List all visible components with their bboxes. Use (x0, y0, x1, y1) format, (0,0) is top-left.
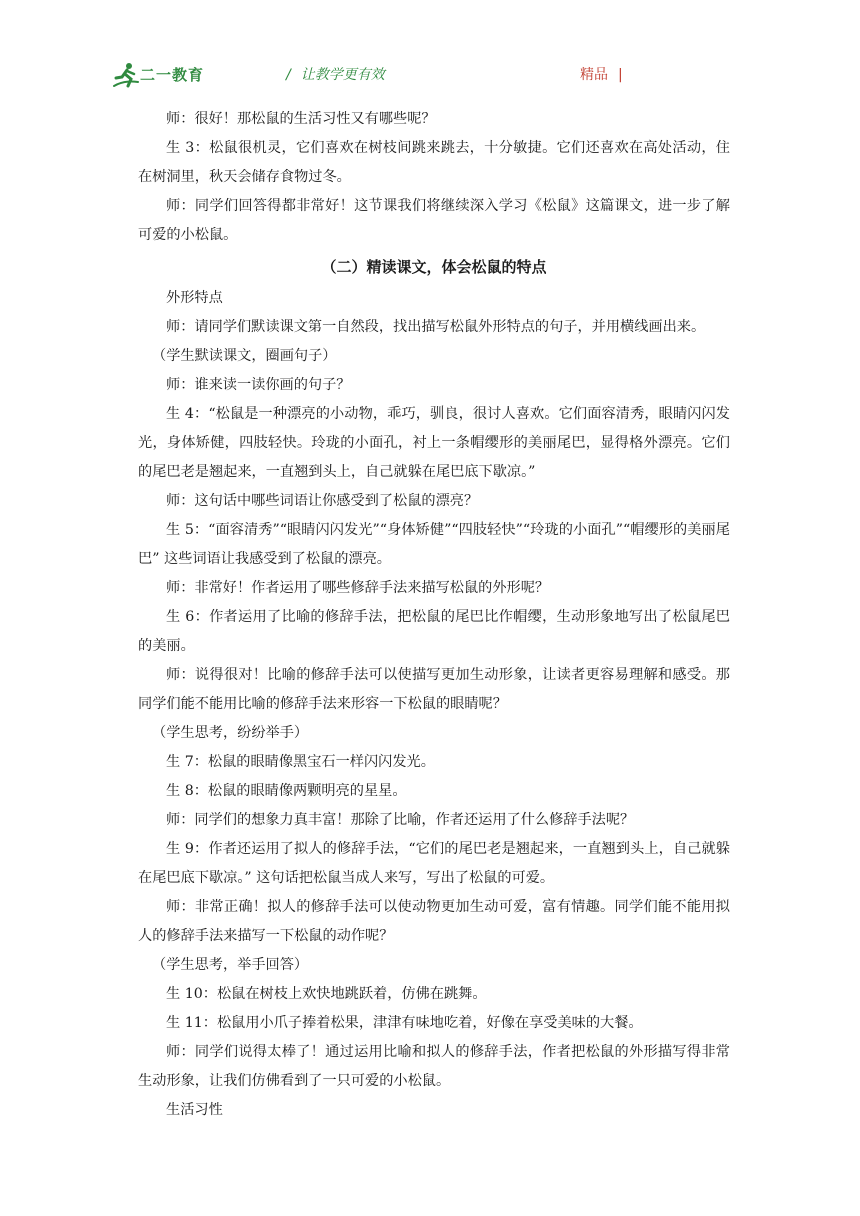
running-figure-icon (112, 62, 140, 88)
slogan (286, 64, 385, 84)
paragraph: 师：非常正确！拟人的修辞手法可以使动物更加生动可爱，富有情趣。同学们能不能用拟人的修辞手法来描写一下松鼠的动作呢？ (138, 899, 730, 944)
paragraph: 师：说得很对！比喻的修辞手法可以使描写更加生动形象，让读者更容易理解和感受。那同学们能不能用比喻的修辞手法来形容一下松鼠的眼睛呢？ (138, 667, 730, 712)
brand-logo (112, 62, 222, 90)
badge-bar: | (618, 67, 623, 83)
paragraph: 生 7：松鼠的眼睛像黑宝石一样闪闪发光。 (166, 754, 435, 770)
stage-direction: （学生默读课文，圈画句子） (152, 348, 337, 364)
paragraph: 师：请同学们默读课文第一自然段，找出描写松鼠外形特点的句子，并用横线画出来。 (166, 319, 706, 335)
stage-direction: （学生思考，纷纷举手） (152, 725, 309, 741)
paragraph: 生 6：作者运用了比喻的修辞手法，把松鼠的尾巴比作帽缨，生动形象地写出了松鼠尾巴的美丽。 (138, 609, 730, 654)
subheading: 外形特点 (166, 290, 223, 306)
badge-text: 精品 (580, 67, 608, 83)
paragraph: 生 10：松鼠在树枝上欢快地跳跃着，仿佛在跳舞。 (166, 986, 487, 1002)
paragraph: 生 3：松鼠很机灵，它们喜欢在树枝间跳来跳去，十分敏捷。它们还喜欢在高处活动，住在树洞里，秋天会储存食物过冬。 (138, 140, 730, 185)
paragraph: 师：同学们的想象力真丰富！那除了比喻，作者还运用了什么修辞手法呢？ (166, 812, 635, 828)
paragraph: 师：这句话中哪些词语让你感受到了松鼠的漂亮？ (166, 493, 479, 509)
stage-direction: （学生思考，举手回答） (152, 957, 309, 973)
paragraph: 师：非常好！作者运用了哪些修辞手法来描写松鼠的外形呢？ (166, 580, 550, 596)
paragraph: 师：同学们回答得都非常好！这节课我们将继续深入学习《松鼠》这篇课文，进一步了解可爱的小松鼠。 (138, 198, 730, 243)
paragraph: 师：同学们说得太棒了！通过运用比喻和拟人的修辞手法，作者把松鼠的外形描写得非常生动形象，让我们仿佛看到了一只可爱的小松鼠。 (138, 1044, 730, 1089)
subheading: 生活习性 (166, 1102, 223, 1118)
paragraph: 生 5：“面容清秀”“眼睛闪闪发光”“身体矫健”“四肢轻快”“玲珑的小面孔”“帽缨形的美丽尾巴” 这些词语让我感受到了松鼠的漂亮。 (138, 522, 730, 567)
paragraph: 师：谁来读一读你画的句子？ (166, 377, 351, 393)
logo-text: 二一教育 (140, 66, 205, 84)
quality-badge (580, 64, 623, 84)
paragraph: 生 4：“松鼠是一种漂亮的小动物，乖巧，驯良，很讨人喜欢。它们面容清秀，眼睛闪闪发光，身体矫健，四肢轻快。玲珑的小面孔，衬上一条帽缨形的美丽尾巴，显得格外漂亮。它们的尾巴老是翘起来，一直翘到头上，自己就躲在尾巴底下歇凉。” (138, 406, 730, 480)
page-header (0, 0, 860, 100)
slogan-slash: / (286, 67, 291, 83)
section-heading: （二）精读课文，体会松鼠的特点 (321, 258, 547, 276)
slogan-text: 让教学更有效 (300, 67, 385, 83)
document-body (138, 105, 730, 1125)
paragraph: 生 9：作者还运用了拟人的修辞手法，“它们的尾巴老是翘起来，一直翘到头上，自己就躲在尾巴底下歇凉。” 这句话把松鼠当成人来写，写出了松鼠的可爱。 (138, 841, 730, 886)
paragraph: 师：很好！那松鼠的生活习性又有哪些呢？ (166, 111, 436, 127)
paragraph: 生 8：松鼠的眼睛像两颗明亮的星星。 (166, 783, 407, 799)
paragraph: 生 11：松鼠用小爪子捧着松果，津津有味地吃着，好像在享受美味的大餐。 (166, 1015, 643, 1031)
